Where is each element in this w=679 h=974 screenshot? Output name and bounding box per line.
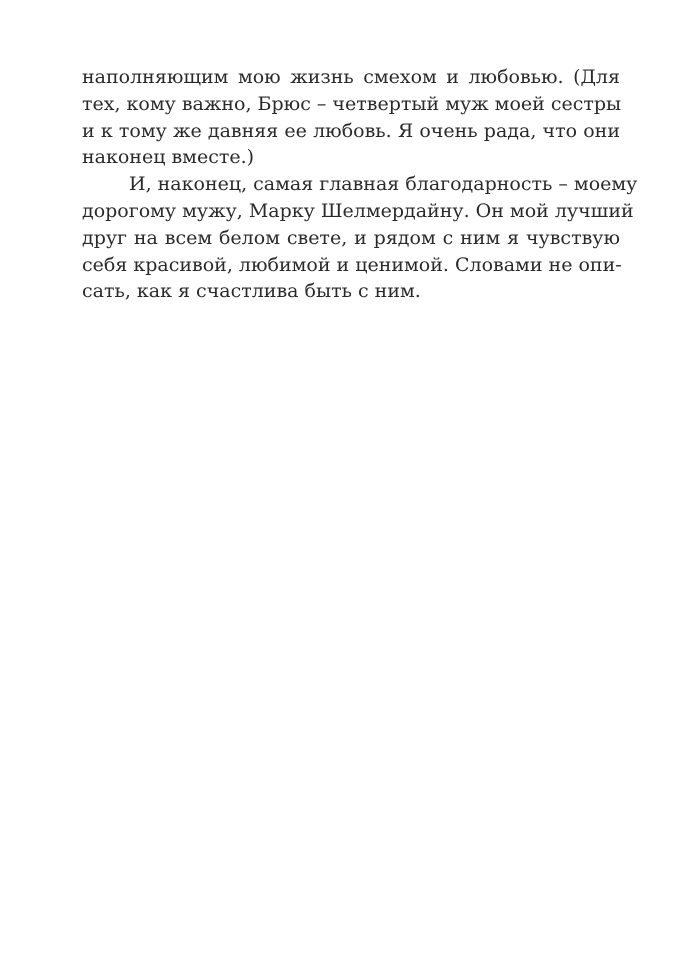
text-line: сать, как я счастлива быть с ним. — [82, 280, 421, 303]
text-line: И, наконец, самая главная благодарность – моему — [129, 173, 638, 196]
text-line: наполняющим мою жизнь смехом и любовью. (Для — [82, 66, 620, 88]
text-line: тех, кому важно, Брюс – четвертый муж моей сестры — [82, 92, 622, 115]
text-line: друг на всем белом свете, и рядом с ним я чувствую — [82, 226, 620, 249]
body-text — [82, 64, 638, 305]
text-line: наконец вместе.) — [82, 146, 255, 169]
text-line: себя красивой, любимой и ценимой. Словами не опи- — [82, 253, 622, 276]
text-line: дорогому мужу, Марку Шелмердайну. Он мой лучший — [82, 199, 634, 222]
text-line: и к тому же давняя ее любовь. Я очень рада, что они — [82, 119, 620, 142]
